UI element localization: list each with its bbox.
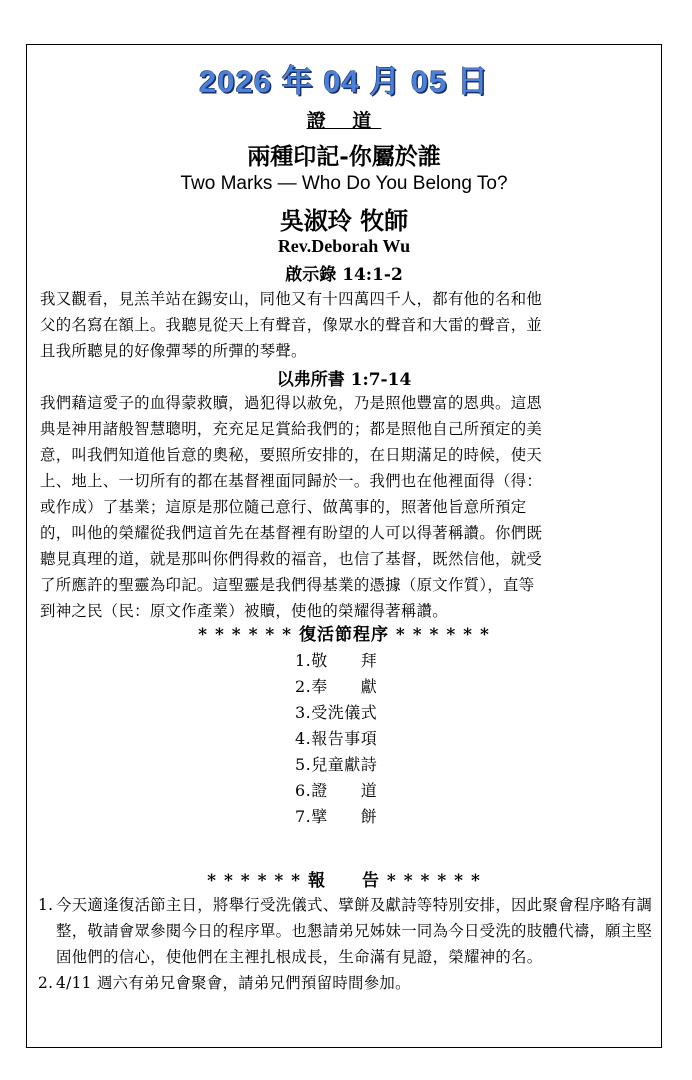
section-title: 證 道: [306, 110, 382, 132]
program-item: 4.報告事項: [295, 729, 378, 748]
program-item: 7.擘 餅: [295, 807, 378, 826]
program-heading: * * * * * * 復活節程序 * * * * * *: [198, 625, 490, 645]
announcement-item: [38, 970, 658, 996]
program-item: 6.證 道: [295, 781, 378, 800]
reading-text: 我又觀看，見羔羊站在錫安山，同他又有十四萬四千人，都有他的名和他 父的名寫在額上。我聽見從天上有聲音，像眾水的聲音和大雷的聲音，並 且我所聽見的好像彈琴的所彈的琴聲。: [40, 290, 543, 360]
announcement-number: 1.: [38, 896, 54, 914]
program-item: 5.兒童獻詩: [295, 755, 378, 774]
reading-reference: 以弗所書 1:7-14: [276, 370, 412, 390]
program-item: 1.敬 拜: [295, 651, 378, 670]
speaker-name-english: Rev.Deborah Wu: [277, 236, 411, 256]
program-item: 3.受洗儀式: [295, 703, 378, 722]
sermon-title: 兩種印記-你屬於誰: [247, 143, 441, 170]
announcements-list: [38, 892, 658, 996]
announcements-heading: * * * * * * 報 告 * * * * * *: [207, 871, 481, 891]
announcement-text: 今天適逢復活節主日，將舉行受洗儀式、擘餅及獻詩等特別安排，因此聚會程序略有調整，敬請會眾參閱今日的程序單。也懇請弟兄姊妹一同為今日受洗的肢體代禱，願主堅固他們的信心，使他們在主裡扎根成長，生命滿有見證，榮耀神的名。: [56, 896, 653, 966]
announcement-text: 4/11 週六有弟兄會聚會，請弟兄們預留時間參加。: [56, 974, 411, 992]
speaker-name: 吳淑玲 牧師: [279, 206, 409, 235]
reading-reference: 啟示錄 14:1-2: [285, 265, 403, 285]
reading-text: 我們藉這愛子的血得蒙救贖，過犯得以赦免，乃是照他豐富的恩典。這恩 典是神用諸般智慧聰明，充充足足賞給我們的；都是照他自己所預定的美 意，叫我們知道他旨意的奧秘，要照所安排的，在日期滿足的時候，使天 上、地上、一切所有的都在基督裡面同歸於一。我們也在他裡面得（得： 或作成）了基業；這原是那位隨己意行、做萬事的，照著他旨意所預定 的，叫他的榮耀從我們這首先在基督裡有盼望的人可以得著稱讚。你們既 聽見真理的道，就是那叫你們得救的福音，也信了基督，既然信他，就受 了所應許的聖靈為印記。這聖靈是我們得基業的憑據（原文作質），直等 到神之民（民：原文作產業）被贖，使他的榮耀得著稱讚。: [40, 394, 543, 620]
bulletin-date: 2026 年 04 月 05 日: [199, 64, 489, 99]
announcement-item: [38, 892, 658, 970]
program-list: [295, 648, 377, 830]
announcement-number: 2.: [38, 974, 54, 992]
sermon-title-english: Two Marks — Who Do You Belong To?: [180, 173, 508, 194]
program-item: 2.奉 獻: [295, 677, 378, 696]
